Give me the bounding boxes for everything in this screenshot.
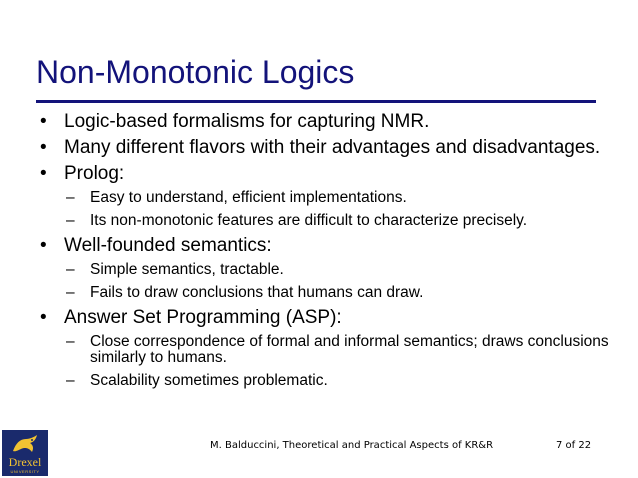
sub-bullet-text: Simple semantics, tractable. [90, 261, 284, 278]
sub-bullet-marker: – [66, 261, 75, 278]
bullet-item [36, 236, 616, 256]
sub-bullet-marker: – [66, 212, 75, 229]
drexel-logo [2, 430, 48, 476]
bullet-marker: • [40, 163, 47, 184]
page-number: 7 of 22 [556, 440, 592, 451]
logo-wordmark: Drexel [8, 455, 42, 469]
bullet-text: Answer Set Programming (ASP): [64, 307, 342, 328]
sub-bullet-item [36, 213, 616, 229]
bullet-marker: • [40, 111, 47, 132]
bullet-item [36, 112, 616, 132]
bullet-text: Logic-based formalisms for capturing NMR. [64, 111, 430, 132]
bullet-text: Many different flavors with their advantages and disadvantages. [64, 137, 601, 158]
sub-bullet-marker: – [66, 284, 75, 301]
bullet-marker: • [40, 137, 47, 158]
sub-bullet-item [36, 285, 616, 301]
slide-body [36, 112, 616, 396]
sub-bullet-item [36, 373, 616, 389]
sub-bullet-marker: – [66, 189, 75, 206]
sub-bullet-text: Easy to understand, efficient implementations. [90, 189, 407, 206]
bullet-marker: • [40, 307, 47, 328]
bullet-text: Well-founded semantics: [64, 235, 272, 256]
bullet-item [36, 308, 616, 328]
sub-bullet-item [36, 190, 616, 206]
sub-bullet-item [36, 334, 616, 366]
bullet-marker: • [40, 235, 47, 256]
sub-bullet-text: Close correspondence of formal and informal semantics; draws conclusions similarly to humans. [90, 333, 609, 366]
bullet-text: Prolog: [64, 163, 125, 184]
footer-text: M. Balduccini, Theoretical and Practical Aspects of KR&R [210, 440, 494, 451]
slide-title: Non-Monotonic Logics [36, 54, 355, 90]
sub-bullet-marker: – [66, 333, 75, 350]
dragon-icon [10, 433, 40, 455]
sub-bullet-text: Scalability sometimes problematic. [90, 372, 328, 389]
title-underline [36, 100, 596, 103]
sub-bullet-item [36, 262, 616, 278]
bullet-item [36, 164, 616, 184]
bullet-item [36, 138, 616, 158]
sub-bullet-text: Its non-monotonic features are difficult to characterize precisely. [90, 212, 528, 229]
sub-bullet-marker: – [66, 372, 75, 389]
logo-subtitle: UNIVERSITY [10, 469, 40, 474]
sub-bullet-text: Fails to draw conclusions that humans can draw. [90, 284, 424, 301]
